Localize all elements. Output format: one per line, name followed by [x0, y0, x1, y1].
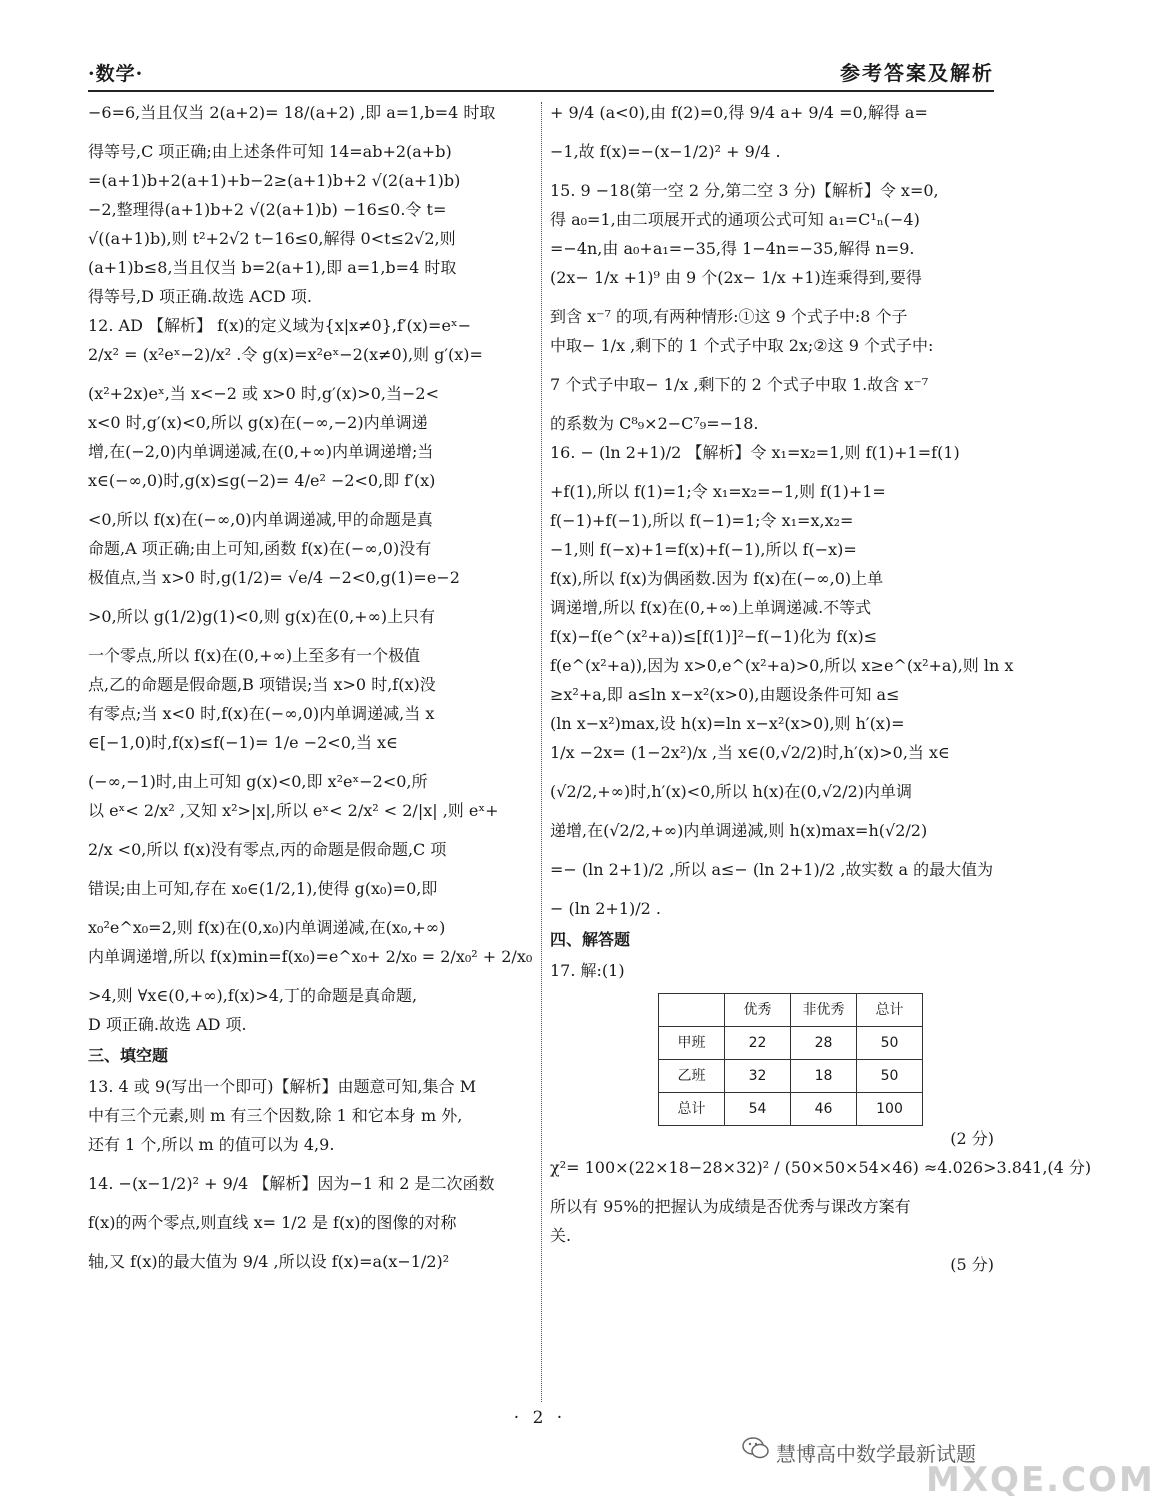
- text-line: 得等号,D 项正确.故选 ACD 项.: [88, 287, 312, 306]
- text-line: (2x− 1/x +1)⁹ 由 9 个(2x− 1/x +1)连乘得到,要得: [550, 268, 922, 287]
- table-cell: 18: [791, 1060, 857, 1093]
- text-line: − (ln 2+1)/2 .: [550, 899, 661, 918]
- text-line: 2/x <0,所以 f(x)没有零点,丙的命题是假命题,C 项: [88, 840, 447, 859]
- text-line: √((a+1)b),则 t²+2√2 t−16≤0,解得 0<t≤2√2,则: [88, 229, 456, 248]
- text-line: x∈(−∞,0)时,g(x)≤g(−2)= 4/e² −2<0,即 f′(x): [88, 471, 436, 490]
- text-line: 中取− 1/x ,剩下的 1 个式子中取 2x;②这 9 个式子中:: [550, 336, 934, 355]
- table-cell: 28: [791, 1027, 857, 1060]
- table-cell: 46: [791, 1093, 857, 1126]
- text-line: 12. AD 【解析】 f(x)的定义域为{x|x≠0},f′(x)=eˣ−: [88, 316, 472, 335]
- text-line: 还有 1 个,所以 m 的值可以为 4,9.: [88, 1135, 335, 1154]
- text-line: + 9/4 (a<0),由 f(2)=0,得 9/4 a+ 9/4 =0,解得 a=: [550, 103, 928, 122]
- text-line: x<0 时,g′(x)<0,所以 g(x)在(−∞,−2)内单调递: [88, 413, 428, 432]
- watermark: [776, 1430, 1155, 1500]
- text-line: 一个零点,所以 f(x)在(0,+∞)上至多有一个极值: [88, 646, 421, 665]
- column-divider: [541, 102, 542, 1402]
- text-line: ∈[−1,0)时,f(x)≤f(−1)= 1/e −2<0,当 x∈: [88, 733, 398, 752]
- text-line: 轴,又 f(x)的最大值为 9/4 ,所以设 f(x)=a(x−1/2)²: [88, 1252, 450, 1271]
- text-line: −1,故 f(x)=−(x−1/2)² + 9/4 .: [550, 142, 781, 161]
- text-line: 得等号,C 项正确;由上述条件可知 14=ab+2(a+b): [88, 142, 452, 161]
- text-line: +f(1),所以 f(1)=1;令 x₁=x₂=−1,则 f(1)+1=: [550, 482, 886, 501]
- text-line: f(x)−f(e^(x²+a))≤[f(1)]²−f(−1)化为 f(x)≤: [550, 627, 878, 646]
- text-line: f(−1)+f(−1),所以 f(−1)=1;令 x₁=x,x₂=: [550, 511, 854, 530]
- page-number: · 2 ·: [513, 1408, 567, 1428]
- text-line: 有零点;当 x<0 时,f(x)在(−∞,0)内单调递减,当 x: [88, 704, 435, 723]
- table-cell: 甲班: [659, 1027, 725, 1060]
- table-cell: 乙班: [659, 1060, 725, 1093]
- table-header-cell: 总计: [857, 994, 923, 1027]
- text-line: 关.: [550, 1226, 572, 1245]
- table-cell: 100: [857, 1093, 923, 1126]
- text-line: f(x),所以 f(x)为偶函数.因为 f(x)在(−∞,0)上单: [550, 569, 884, 588]
- text-line: ≥x²+a,即 a≤ln x−x²(x>0),由题设条件可知 a≤: [550, 685, 900, 704]
- table-header-cell: [659, 994, 725, 1027]
- right-column: [550, 100, 1092, 1281]
- table-row: [659, 1093, 923, 1126]
- text-line: 7 个式子中取− 1/x ,剩下的 2 个式子中取 1.故含 x⁻⁷: [550, 375, 929, 394]
- text-line: (√2/2,+∞)时,h′(x)<0,所以 h(x)在(0,√2/2)内单调: [550, 782, 913, 801]
- text-line: −6=6,当且仅当 2(a+2)= 18/(a+2) ,即 a=1,b=4 时取: [88, 103, 496, 122]
- table-row: [659, 1060, 923, 1093]
- q16-answer: [550, 440, 1014, 921]
- section-heading-fill-in: 三、填空题: [88, 1046, 169, 1065]
- text-line: 递增,在(√2/2,+∞)内单调递减,则 h(x)max=h(√2/2): [550, 821, 928, 840]
- q12-answer: [88, 313, 532, 1037]
- text-line: 1/x −2x= (1−2x²)/x ,当 x∈(0,√2/2)时,h′(x)>0,当 x∈: [550, 743, 950, 762]
- table-cell: 22: [725, 1027, 791, 1060]
- text-line: >0,所以 g(1/2)g(1)<0,则 g(x)在(0,+∞)上只有: [88, 607, 436, 626]
- text-line: <0,所以 f(x)在(−∞,0)内单调递减,甲的命题是真: [88, 510, 433, 529]
- table-header-cell: 优秀: [725, 994, 791, 1027]
- text-line: 极值点,当 x>0 时,g(1/2)= √e/4 −2<0,g(1)=e−2: [88, 568, 460, 587]
- text-line: =− (ln 2+1)/2 ,所以 a≤− (ln 2+1)/2 ,故实数 a 的最大值为: [550, 860, 994, 879]
- text-line: =(a+1)b+2(a+1)+b−2≥(a+1)b+2 √(2(a+1)b): [88, 171, 461, 190]
- table-cell: 54: [725, 1093, 791, 1126]
- text-line: (x²+2x)eˣ,当 x<−2 或 x>0 时,g′(x)>0,当−2<: [88, 384, 439, 403]
- table-cell: 总计: [659, 1093, 725, 1126]
- section-heading-solutions: 四、解答题: [550, 930, 631, 949]
- text-line: 到含 x⁻⁷ 的项,有两种情形:①这 9 个式子中:8 个子: [550, 307, 908, 326]
- page-header: [88, 58, 994, 92]
- table-cell: 50: [857, 1027, 923, 1060]
- text-line: 点,乙的命题是假命题,B 项错误;当 x>0 时,f(x)没: [88, 675, 436, 694]
- table-cell: 32: [725, 1060, 791, 1093]
- text-line: (−∞,−1)时,由上可知 g(x)<0,即 x²eˣ−2<0,所: [88, 772, 428, 791]
- text-line: x₀²e^x₀=2,则 f(x)在(0,x₀)内单调递减,在(x₀,+∞): [88, 918, 446, 937]
- text-line: >4,则 ∀x∈(0,+∞),f(x)>4,丁的命题是真命题,: [88, 986, 418, 1005]
- watermark-logo: MXQE.COM: [926, 1460, 1155, 1500]
- table-cell: 50: [857, 1060, 923, 1093]
- text-line: 中有三个元素,则 m 有三个因数,除 1 和它本身 m 外,: [88, 1106, 463, 1125]
- left-column: [88, 100, 532, 1278]
- text-line: 13. 4 或 9(写出一个即可)【解析】由题意可知,集合 M: [88, 1077, 477, 1096]
- text-line: (a+1)b≤8,当且仅当 b=2(a+1),即 a=1,b=4 时取: [88, 258, 457, 277]
- text-line: 得 a₀=1,由二项展开式的通项公式可知 a₁=C¹ₙ(−4): [550, 210, 920, 229]
- text-line: 内单调递增,所以 f(x)min=f(x₀)=e^x₀+ 2/x₀ = 2/x₀² + 2/x₀: [88, 947, 533, 966]
- q14-continuation: [550, 100, 994, 164]
- table-row: [659, 1027, 923, 1060]
- text-line: 的系数为 C⁸₉×2−C⁷₉=−18.: [550, 414, 759, 433]
- text-line: f(x)的两个零点,则直线 x= 1/2 是 f(x)的图像的对称: [88, 1213, 457, 1232]
- text-line: 14. −(x−1/2)² + 9/4 【解析】因为−1 和 2 是二次函数: [88, 1174, 495, 1193]
- table-header-cell: 非优秀: [791, 994, 857, 1027]
- text-line: 2/x² = (x²eˣ−2)/x² .令 g(x)=x²eˣ−2(x≠0),则 g′(x)=: [88, 345, 483, 364]
- q11-continuation: [88, 100, 532, 309]
- text-line: =−4n,由 a₀+a₁=−35,得 1−4n=−35,解得 n=9.: [550, 239, 915, 258]
- text-line: −1,则 f(−x)+1=f(x)+f(−1),所以 f(−x)=: [550, 540, 857, 559]
- text-line: −2,整理得(a+1)b+2 √(2(a+1)b) −16≤0.令 t=: [88, 200, 447, 219]
- text-line: 15. 9 −18(第一空 2 分,第二空 3 分)【解析】令 x=0,: [550, 181, 939, 200]
- text-line: (ln x−x²)max,设 h(x)=ln x−x²(x>0),则 h′(x)=: [550, 714, 905, 733]
- q17-heading: 17. 解:(1): [550, 961, 625, 980]
- text-line: D 项正确.故选 AD 项.: [88, 1015, 247, 1034]
- text-line: 调递增,所以 f(x)在(0,+∞)上单调递减.不等式: [550, 598, 872, 617]
- text-line: 16. − (ln 2+1)/2 【解析】令 x₁=x₂=1,则 f(1)+1=f(1): [550, 443, 960, 462]
- chi-square-line: χ²= 100×(22×18−28×32)² / (50×50×54×46) ≈4.026>3.841,(4 分): [550, 1158, 1092, 1177]
- table-header-row: [659, 994, 923, 1027]
- text-line: 错误;由上可知,存在 x₀∈(1/2,1),使得 g(x₀)=0,即: [88, 879, 438, 898]
- text-line: 增,在(−2,0)内单调递减,在(0,+∞)内单调递增;当: [88, 442, 434, 461]
- text-line: 以 eˣ< 2/x² ,又知 x²>|x|,所以 eˣ< 2/x² < 2/|x| ,则 eˣ+: [88, 801, 499, 820]
- watermark-text: 慧博高中数学最新试题: [776, 1442, 976, 1466]
- contingency-table: [658, 993, 923, 1126]
- subject-label: ·数学·: [88, 63, 144, 85]
- q14-answer: [88, 1171, 532, 1274]
- q13-answer: [88, 1074, 532, 1157]
- q15-answer: [550, 178, 994, 436]
- text-line: f(e^(x²+a)),因为 x>0,e^(x²+a)>0,所以 x≥e^(x²+a),则 ln x: [550, 656, 1014, 675]
- score-note: (2 分): [950, 1129, 994, 1148]
- document-title: 参考答案及解析: [840, 61, 994, 85]
- text-line: 所以有 95%的把握认为成绩是否优秀与课改方案有: [550, 1197, 911, 1216]
- score-note: (5 分): [950, 1255, 994, 1274]
- text-line: 命题,A 项正确;由上可知,函数 f(x)在(−∞,0)没有: [88, 539, 432, 558]
- wechat-icon: [742, 1436, 770, 1460]
